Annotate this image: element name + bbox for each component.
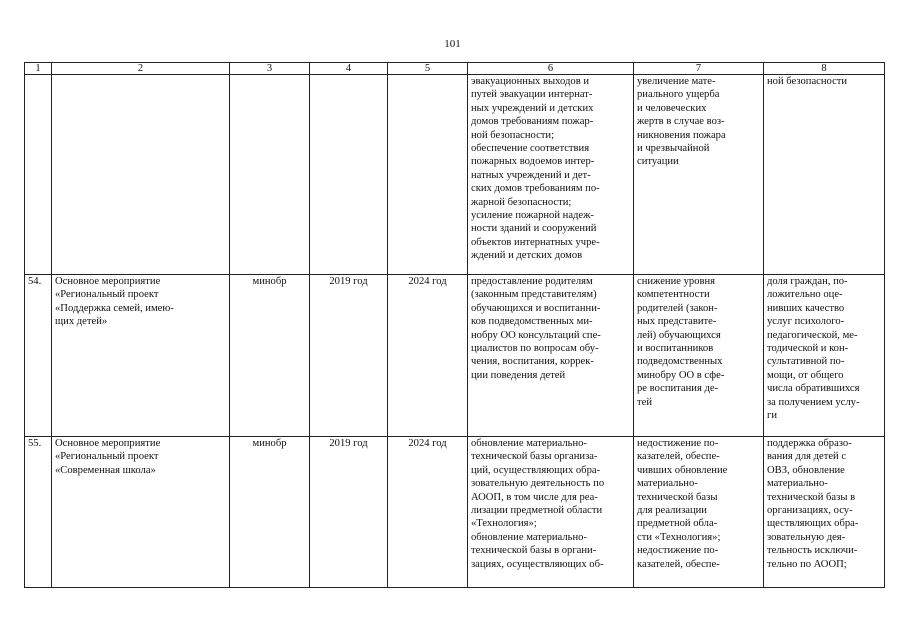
text-line: лизации предметной области <box>471 505 603 517</box>
text-line: нивших качество <box>767 302 845 314</box>
text-line: организациях, осу- <box>767 505 853 517</box>
text-line: недостижение по- <box>637 438 719 449</box>
text-line: чивших обновление <box>637 464 728 476</box>
text-line: вания для детей с <box>767 451 847 463</box>
text-line: тельно по АООП; <box>767 558 847 570</box>
text-line: поддержка образо- <box>767 438 852 449</box>
text-line: услуг психолого- <box>767 316 845 328</box>
consequences-cell <box>634 275 764 437</box>
text-line: технической базы в органи- <box>471 545 597 557</box>
row-number-cell: 55. <box>25 437 52 588</box>
text-line: натных учреждений и дет- <box>471 169 591 181</box>
text-line: и воспитанников <box>637 343 714 355</box>
text-line: ществляющих обра- <box>767 518 859 530</box>
row-number-cell <box>25 75 52 275</box>
indicator-cell <box>764 275 885 437</box>
text-line: минобру ОО в сфе- <box>637 369 725 381</box>
text-line: предметной обла- <box>637 518 718 530</box>
content-cell <box>468 275 634 437</box>
text-line: обеспечение соответствия <box>471 143 590 155</box>
text-line: ских домов требованиям по- <box>471 183 600 195</box>
text-line: предоставление родителям <box>471 276 593 287</box>
end-year-cell: 2024 год <box>388 437 468 588</box>
text-line: риального ущерба <box>637 89 720 101</box>
text-line: ков подведомственных ми- <box>471 316 593 328</box>
measure-name-cell <box>52 75 230 275</box>
header-cell-8: 8 <box>764 63 885 75</box>
measure-name-cell <box>52 275 230 437</box>
text-line: сти «Технология»; <box>637 531 721 543</box>
text-line: ложительно оце- <box>767 289 843 301</box>
text-line: доля граждан, по- <box>767 276 848 287</box>
text-line: казателей, обеспе- <box>637 451 720 463</box>
text-line: эвакуационных выходов и <box>471 76 590 87</box>
header-cell-2: 2 <box>52 63 230 75</box>
text-line: ситуации <box>637 156 679 168</box>
text-line: и человеческих <box>637 102 707 114</box>
text-line: Основное мероприятие <box>55 276 161 287</box>
text-line: обучающихся и воспитанни- <box>471 302 601 314</box>
text-line: ных представите- <box>637 316 717 328</box>
text-line: жарной безопасности; <box>471 196 572 208</box>
header-cell-1: 1 <box>25 63 52 75</box>
indicator-cell <box>764 437 885 588</box>
table-row <box>25 75 885 275</box>
text-line: казателей, обеспе- <box>637 558 720 570</box>
responsible-cell: минобр <box>230 437 310 588</box>
text-line: увеличение мате- <box>637 76 716 87</box>
header-cell-3: 3 <box>230 63 310 75</box>
text-line: зациях, осуществляющих об- <box>471 558 604 570</box>
responsible-cell <box>230 75 310 275</box>
page-number: 101 <box>444 38 461 50</box>
text-line: ре воспитания де- <box>637 383 719 395</box>
text-line: мощи, от общего <box>767 369 844 381</box>
text-line: ций, осуществляющих обра- <box>471 464 601 476</box>
text-line: ных учреждений и детских <box>471 102 594 114</box>
text-line: «Современная школа» <box>55 464 156 476</box>
text-line: «Поддержка семей, имею- <box>55 302 174 314</box>
table-body <box>25 75 885 588</box>
table-row <box>25 275 885 437</box>
text-line: педагогической, ме- <box>767 329 858 341</box>
text-line: технической базы в <box>767 491 856 503</box>
text-line: усиление пожарной надеж- <box>471 210 594 222</box>
text-line: снижение уровня <box>637 276 716 287</box>
content-cell <box>468 437 634 588</box>
text-line: лей) обучающихся <box>637 329 721 341</box>
text-line: подведомственных <box>637 356 723 368</box>
text-line: материально- <box>767 478 828 490</box>
text-line: зовательную дея- <box>767 531 846 543</box>
table-row <box>25 437 885 588</box>
measure-name-cell <box>52 437 230 588</box>
text-line: Основное мероприятие <box>55 438 161 449</box>
end-year-cell <box>388 75 468 275</box>
text-line: (законным представителям) <box>471 289 597 301</box>
consequences-cell <box>634 75 764 275</box>
text-line: объектов интернатных учре- <box>471 236 600 248</box>
text-line: сультативной по- <box>767 356 845 368</box>
text-line: компетентности <box>637 289 710 301</box>
start-year-cell: 2019 год <box>310 275 388 437</box>
text-line: ной безопасности <box>767 76 848 87</box>
text-line: числа обратившихся <box>767 383 860 395</box>
text-line: за получением услу- <box>767 396 860 408</box>
header-cell-5: 5 <box>388 63 468 75</box>
text-line: технической базы <box>637 491 718 503</box>
text-line: тельность исключи- <box>767 545 858 557</box>
indicator-cell <box>764 75 885 275</box>
text-line: для реализации <box>637 505 707 517</box>
end-year-cell: 2024 год <box>388 275 468 437</box>
text-line: жертв в случае воз- <box>637 116 725 128</box>
text-line: и чрезвычайной <box>637 143 710 155</box>
text-line: материально- <box>637 478 698 490</box>
text-line: ности зданий и сооружений <box>471 223 597 235</box>
consequences-cell <box>634 437 764 588</box>
text-line: чения, воспитания, коррек- <box>471 356 594 368</box>
text-line: тодической и кон- <box>767 343 849 355</box>
text-line: недостижение по- <box>637 545 719 557</box>
text-line: тей <box>637 396 653 408</box>
text-line: домов требованиям пожар- <box>471 116 594 128</box>
text-line: нобру ОО консультаций спе- <box>471 329 601 341</box>
text-line: технической базы организа- <box>471 451 598 463</box>
text-line: зовательную деятельность по <box>471 478 605 490</box>
text-line: обновление материально- <box>471 438 587 449</box>
text-line: ОВЗ, обновление <box>767 464 845 476</box>
text-line: обновление материально- <box>471 531 587 543</box>
responsible-cell: минобр <box>230 275 310 437</box>
text-line: никновения пожара <box>637 129 726 141</box>
text-line: ждений и детских домов <box>471 250 583 262</box>
text-line: родителей (закон- <box>637 302 718 314</box>
start-year-cell <box>310 75 388 275</box>
content-cell <box>468 75 634 275</box>
start-year-cell: 2019 год <box>310 437 388 588</box>
text-line: пожарных водоемов интер- <box>471 156 595 168</box>
row-number-cell: 54. <box>25 275 52 437</box>
text-line: «Региональный проект <box>55 451 159 463</box>
text-line: циалистов по вопросам обу- <box>471 343 599 355</box>
header-row <box>25 63 885 75</box>
text-line: ции поведения детей <box>471 369 566 381</box>
text-line: путей эвакуации интернат- <box>471 89 593 101</box>
header-cell-6: 6 <box>468 63 634 75</box>
header-cell-7: 7 <box>634 63 764 75</box>
text-line: ной безопасности; <box>471 129 555 141</box>
text-line: «Технология»; <box>471 518 537 530</box>
text-line: АООП, в том числе для реа- <box>471 491 598 503</box>
text-line: ги <box>767 410 778 422</box>
measures-table <box>24 62 885 588</box>
text-line: «Региональный проект <box>55 289 159 301</box>
text-line: щих детей» <box>55 316 108 328</box>
header-cell-4: 4 <box>310 63 388 75</box>
